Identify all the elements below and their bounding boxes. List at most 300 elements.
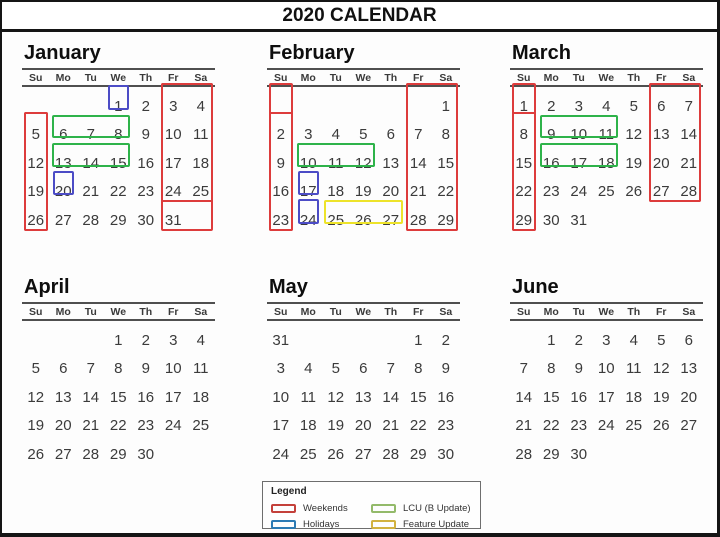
weekday-header-row (510, 70, 703, 85)
weekday-label: Su (29, 71, 43, 84)
weekday-header-row (22, 304, 215, 319)
day-cell: 24 (299, 211, 317, 229)
day-cell: 18 (327, 183, 345, 201)
day-cell: 20 (382, 183, 400, 201)
weekday-label: Sa (682, 305, 696, 318)
legend-label: LCU (B Update) (403, 502, 471, 514)
weekday-label: Sa (194, 71, 208, 84)
day-cell: 8 (441, 126, 450, 144)
weekday-label: Sa (439, 71, 453, 84)
day-cell: 27 (382, 211, 400, 229)
day-cell: 10 (164, 126, 182, 144)
empty-day-cell (322, 92, 350, 121)
day-cell: 25 (625, 417, 643, 435)
legend-item-holiday (271, 519, 371, 530)
day-cell: 2 (141, 331, 150, 349)
legend-item-weekend (271, 503, 371, 514)
day-cell: 9 (574, 360, 583, 378)
day-cell: 9 (141, 126, 150, 144)
day-cell: 30 (437, 445, 455, 463)
day-cell: 1 (414, 331, 423, 349)
day-cell: 3 (574, 97, 583, 115)
day-cell: 28 (82, 211, 100, 229)
day-grid (267, 326, 460, 469)
day-cell: 27 (354, 445, 372, 463)
day-cell: 6 (684, 331, 693, 349)
day-grid (22, 326, 215, 469)
day-cell: 20 (652, 154, 670, 172)
day-cell: 6 (59, 360, 68, 378)
day-cell: 28 (680, 183, 698, 201)
day-cell: 20 (354, 417, 372, 435)
day-cell: 19 (27, 417, 45, 435)
day-cell: 22 (409, 417, 427, 435)
weekday-label: Th (384, 71, 398, 84)
day-cell: 26 (27, 211, 45, 229)
day-cell: 12 (327, 388, 345, 406)
empty-day-cell (593, 206, 621, 235)
legend-title: Legend (271, 486, 307, 497)
day-cell: 11 (192, 126, 209, 144)
empty-day-cell (377, 92, 405, 121)
day-cell: 9 (276, 154, 285, 172)
day-cell: 6 (59, 126, 68, 144)
day-cell: 6 (657, 97, 666, 115)
weekday-label: Fr (413, 71, 424, 84)
day-cell: 18 (597, 154, 615, 172)
day-cell: 2 (574, 331, 583, 349)
day-cell: 14 (82, 154, 100, 172)
weekday-label: Tu (329, 71, 342, 84)
day-cell: 26 (327, 445, 345, 463)
day-cell: 13 (354, 388, 372, 406)
feature-swatch-icon (371, 520, 396, 529)
empty-day-cell (77, 326, 105, 355)
empty-day-cell (322, 326, 350, 355)
empty-day-cell (620, 206, 648, 235)
day-cell: 13 (54, 154, 72, 172)
day-cell: 16 (570, 388, 588, 406)
divider-line (22, 85, 215, 87)
day-cell: 5 (657, 331, 666, 349)
weekday-header-row (267, 70, 460, 85)
weekday-label: Su (274, 71, 288, 84)
title-bar (2, 2, 717, 32)
lcu-swatch-icon (371, 504, 396, 513)
day-cell: 2 (276, 126, 285, 144)
day-cell: 18 (192, 154, 210, 172)
day-cell: 8 (414, 360, 423, 378)
day-cell: 15 (542, 388, 560, 406)
weekday-label: Su (29, 305, 43, 318)
weekday-label: Th (139, 71, 153, 84)
day-cell: 24 (164, 417, 182, 435)
day-cell: 3 (169, 97, 178, 115)
day-cell: 12 (652, 360, 670, 378)
empty-day-cell (350, 92, 378, 121)
day-cell: 9 (547, 126, 556, 144)
day-cell: 24 (164, 183, 182, 201)
day-cell: 22 (437, 183, 455, 201)
day-cell: 14 (82, 388, 100, 406)
weekday-label: We (355, 71, 372, 84)
day-cell: 19 (327, 417, 345, 435)
day-cell: 27 (54, 211, 72, 229)
day-cell: 15 (515, 154, 533, 172)
day-cell: 26 (27, 445, 45, 463)
day-cell: 10 (164, 360, 182, 378)
weekday-label: Th (627, 71, 641, 84)
legend-label: Weekends (303, 502, 348, 514)
divider-line (22, 319, 215, 321)
empty-day-cell (377, 326, 405, 355)
day-cell: 10 (272, 388, 290, 406)
weekday-label: Th (384, 305, 398, 318)
day-cell: 24 (570, 183, 588, 201)
day-cell: 4 (304, 360, 313, 378)
day-cell: 20 (680, 388, 698, 406)
day-cell: 27 (652, 183, 670, 201)
month-block (510, 41, 703, 235)
day-cell: 16 (272, 183, 290, 201)
day-cell: 15 (409, 388, 427, 406)
day-cell: 21 (515, 417, 533, 435)
day-cell: 30 (137, 445, 155, 463)
day-cell: 3 (276, 360, 285, 378)
day-cell: 8 (114, 360, 123, 378)
month-title: January (24, 42, 101, 64)
month-title: February (269, 42, 355, 64)
day-cell: 12 (625, 126, 643, 144)
weekday-header-row (510, 304, 703, 319)
divider-line (510, 85, 703, 87)
empty-day-cell (675, 206, 703, 235)
day-cell: 11 (327, 154, 344, 172)
day-cell: 8 (114, 126, 123, 144)
day-cell: 24 (597, 417, 615, 435)
day-cell: 5 (31, 360, 40, 378)
empty-day-cell (648, 206, 676, 235)
weekday-label: We (110, 71, 127, 84)
day-cell: 14 (409, 154, 427, 172)
day-cell: 7 (414, 126, 423, 144)
day-cell: 19 (354, 183, 372, 201)
day-cell: 17 (164, 388, 182, 406)
day-cell: 19 (652, 388, 670, 406)
legend (262, 481, 481, 529)
day-cell: 30 (570, 445, 588, 463)
day-cell: 2 (141, 97, 150, 115)
weekday-header-row (267, 304, 460, 319)
divider-line (510, 319, 703, 321)
day-cell: 16 (137, 388, 155, 406)
weekday-header-row (22, 70, 215, 85)
day-cell: 11 (625, 360, 642, 378)
day-cell: 7 (519, 360, 528, 378)
weekday-label: We (598, 305, 615, 318)
day-cell: 29 (409, 445, 427, 463)
empty-day-cell (648, 440, 676, 469)
day-cell: 4 (196, 97, 205, 115)
empty-day-cell (50, 326, 78, 355)
weekday-label: Mo (543, 305, 559, 318)
weekday-label: Th (139, 305, 153, 318)
weekday-label: Mo (55, 71, 71, 84)
day-cell: 23 (542, 183, 560, 201)
day-cell: 1 (441, 97, 450, 115)
day-cell: 27 (680, 417, 698, 435)
day-cell: 1 (114, 331, 123, 349)
day-cell: 13 (652, 126, 670, 144)
day-cell: 17 (299, 183, 317, 201)
weekday-label: Su (517, 71, 531, 84)
day-cell: 24 (272, 445, 290, 463)
empty-day-cell (295, 326, 323, 355)
empty-day-cell (22, 92, 50, 121)
day-cell: 22 (109, 183, 127, 201)
day-cell: 14 (515, 388, 533, 406)
day-cell: 10 (597, 360, 615, 378)
day-cell: 7 (86, 126, 95, 144)
day-cell: 28 (515, 445, 533, 463)
day-cell: 4 (602, 97, 611, 115)
day-cell: 1 (114, 97, 123, 115)
day-cell: 13 (680, 360, 698, 378)
day-cell: 25 (192, 417, 210, 435)
day-cell: 9 (441, 360, 450, 378)
day-cell: 29 (515, 211, 533, 229)
day-cell: 22 (109, 417, 127, 435)
empty-day-cell (593, 440, 621, 469)
day-cell: 4 (629, 331, 638, 349)
empty-day-cell (350, 326, 378, 355)
day-cell: 17 (272, 417, 290, 435)
empty-day-cell (620, 440, 648, 469)
day-cell: 17 (570, 154, 588, 172)
day-cell: 21 (82, 183, 100, 201)
day-cell: 6 (386, 126, 395, 144)
day-cell: 5 (359, 126, 368, 144)
day-grid (22, 92, 215, 235)
day-cell: 17 (597, 388, 615, 406)
day-cell: 12 (27, 388, 45, 406)
day-cell: 1 (519, 97, 528, 115)
day-cell: 29 (109, 211, 127, 229)
day-cell: 25 (597, 183, 615, 201)
month-title: June (512, 276, 559, 298)
day-cell: 11 (192, 360, 209, 378)
day-cell: 10 (570, 126, 588, 144)
month-block (22, 41, 215, 235)
month-title: March (512, 42, 571, 64)
day-cell: 7 (86, 360, 95, 378)
legend-label: Holidays (303, 518, 340, 530)
day-cell: 17 (164, 154, 182, 172)
day-cell: 15 (109, 154, 127, 172)
weekday-label: Fr (168, 305, 179, 318)
divider-line (267, 319, 460, 321)
legend-item-feature (371, 519, 481, 530)
day-cell: 12 (27, 154, 45, 172)
day-cell: 2 (547, 97, 556, 115)
day-cell: 15 (109, 388, 127, 406)
divider-line (267, 85, 460, 87)
day-cell: 5 (331, 360, 340, 378)
weekday-label: Fr (656, 305, 667, 318)
day-cell: 5 (31, 126, 40, 144)
day-cell: 23 (272, 211, 290, 229)
weekday-label: Su (517, 305, 531, 318)
day-cell: 19 (27, 183, 45, 201)
day-cell: 3 (304, 126, 313, 144)
day-cell: 8 (519, 126, 528, 144)
day-cell: 25 (299, 445, 317, 463)
day-cell: 1 (547, 331, 556, 349)
empty-day-cell (50, 92, 78, 121)
weekday-label: Tu (572, 305, 585, 318)
day-cell: 23 (570, 417, 588, 435)
empty-day-cell (405, 92, 433, 121)
day-cell: 2 (441, 331, 450, 349)
day-cell: 22 (542, 417, 560, 435)
day-cell: 3 (602, 331, 611, 349)
empty-day-cell (510, 326, 538, 355)
day-cell: 27 (54, 445, 72, 463)
day-cell: 16 (437, 388, 455, 406)
day-cell: 30 (137, 211, 155, 229)
weekday-label: Sa (682, 71, 696, 84)
day-grid (510, 326, 703, 469)
day-cell: 25 (327, 211, 345, 229)
legend-item-lcu (371, 503, 481, 514)
day-cell: 7 (684, 97, 693, 115)
day-cell: 22 (515, 183, 533, 201)
day-cell: 13 (54, 388, 72, 406)
page-title: 2020 CALENDAR (282, 4, 437, 26)
day-cell: 31 (164, 211, 182, 229)
legend-items (271, 500, 472, 532)
day-cell: 19 (625, 154, 643, 172)
weekday-label: Fr (168, 71, 179, 84)
day-cell: 26 (652, 417, 670, 435)
day-cell: 11 (300, 388, 317, 406)
day-cell: 29 (109, 445, 127, 463)
weekend-swatch-icon (271, 504, 296, 513)
day-cell: 21 (382, 417, 400, 435)
month-block (267, 41, 460, 235)
empty-day-cell (675, 440, 703, 469)
empty-day-cell (77, 92, 105, 121)
month-block (510, 275, 703, 469)
day-cell: 20 (54, 183, 72, 201)
empty-day-cell (22, 326, 50, 355)
weekday-label: Mo (300, 305, 316, 318)
day-cell: 30 (542, 211, 560, 229)
month-title: April (24, 276, 70, 298)
day-cell: 23 (137, 417, 155, 435)
day-cell: 14 (382, 388, 400, 406)
day-cell: 29 (437, 211, 455, 229)
day-cell: 20 (54, 417, 72, 435)
day-cell: 5 (629, 97, 638, 115)
holiday-swatch-icon (271, 520, 296, 529)
weekday-label: Su (274, 305, 288, 318)
month-block (267, 275, 460, 469)
empty-day-cell (295, 92, 323, 121)
empty-day-cell (187, 206, 215, 235)
weekday-label: Mo (543, 71, 559, 84)
day-cell: 21 (82, 417, 100, 435)
weekday-label: Mo (55, 305, 71, 318)
legend-label: Feature Update (403, 518, 470, 530)
day-cell: 4 (331, 126, 340, 144)
weekday-label: Tu (572, 71, 585, 84)
day-cell: 16 (542, 154, 560, 172)
day-cell: 23 (137, 183, 155, 201)
weekday-label: Fr (413, 305, 424, 318)
day-cell: 14 (680, 126, 698, 144)
weekday-label: Tu (84, 305, 97, 318)
weekday-label: We (110, 305, 127, 318)
weekday-label: Sa (194, 305, 208, 318)
weekday-label: Tu (329, 305, 342, 318)
weekday-label: Mo (300, 71, 316, 84)
day-cell: 8 (547, 360, 556, 378)
day-cell: 25 (192, 183, 210, 201)
day-cell: 28 (409, 211, 427, 229)
calendar-content (2, 32, 717, 530)
day-cell: 31 (570, 211, 588, 229)
day-cell: 13 (382, 154, 400, 172)
weekday-label: Th (627, 305, 641, 318)
day-cell: 15 (437, 154, 455, 172)
day-cell: 18 (192, 388, 210, 406)
day-cell: 6 (359, 360, 368, 378)
weekday-label: We (598, 71, 615, 84)
day-cell: 29 (542, 445, 560, 463)
day-cell: 16 (137, 154, 155, 172)
day-cell: 18 (625, 388, 643, 406)
day-grid (510, 92, 703, 235)
month-block (22, 275, 215, 469)
weekday-label: Tu (84, 71, 97, 84)
day-cell: 4 (196, 331, 205, 349)
day-cell: 21 (409, 183, 427, 201)
day-cell: 28 (382, 445, 400, 463)
day-cell: 18 (299, 417, 317, 435)
weekday-label: Sa (439, 305, 453, 318)
empty-day-cell (187, 440, 215, 469)
day-cell: 12 (354, 154, 372, 172)
weekday-label: We (355, 305, 372, 318)
empty-day-cell (267, 92, 295, 121)
month-title: May (269, 276, 308, 298)
day-cell: 7 (386, 360, 395, 378)
day-cell: 28 (82, 445, 100, 463)
day-cell: 31 (272, 331, 290, 349)
day-cell: 21 (680, 154, 698, 172)
day-cell: 23 (437, 417, 455, 435)
day-cell: 26 (354, 211, 372, 229)
day-cell: 9 (141, 360, 150, 378)
day-cell: 3 (169, 331, 178, 349)
weekday-label: Fr (656, 71, 667, 84)
day-cell: 11 (598, 126, 615, 144)
day-grid (267, 92, 460, 235)
empty-day-cell (160, 440, 188, 469)
day-cell: 26 (625, 183, 643, 201)
day-cell: 10 (299, 154, 317, 172)
